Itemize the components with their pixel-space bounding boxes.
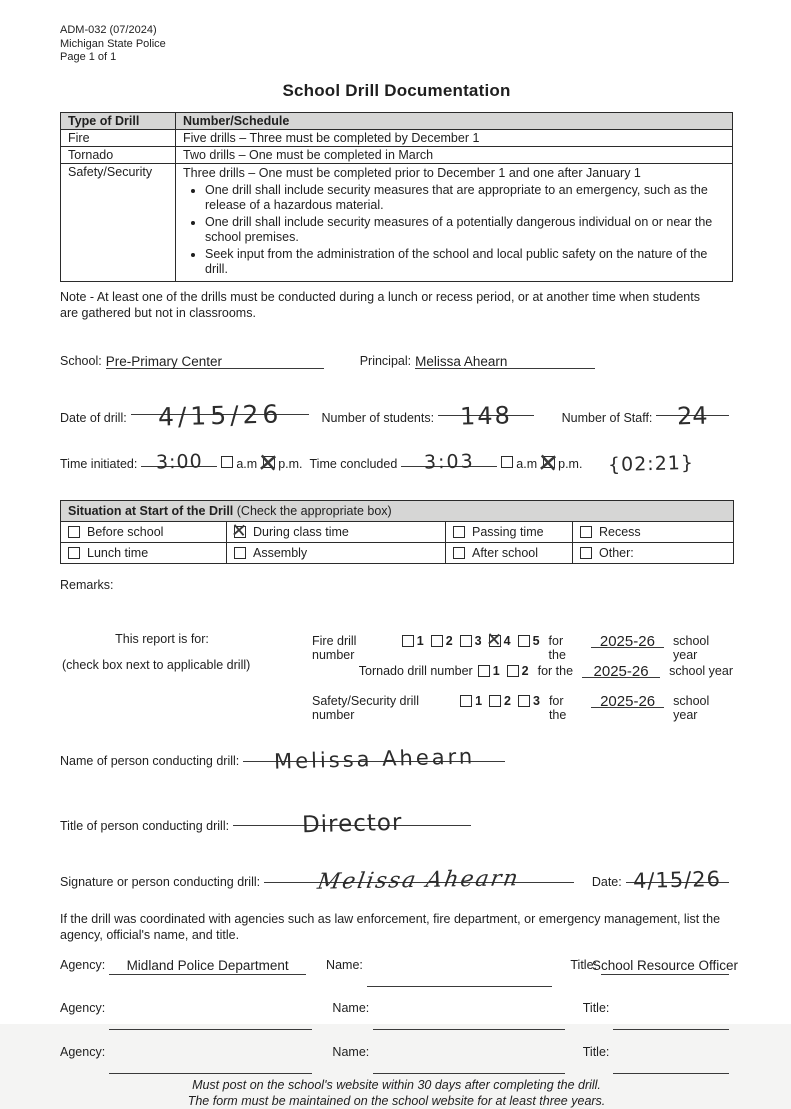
col-header-schedule: Number/Schedule [176, 112, 733, 129]
tornado-drill-1-checkbox[interactable] [478, 665, 490, 677]
date-of-drill-label: Date of drill: [60, 410, 127, 425]
situation-header [61, 500, 734, 521]
agency-label: Agency: [60, 1044, 106, 1059]
agency-label: Agency: [60, 1000, 106, 1015]
box-number: 2 [445, 633, 453, 648]
agency-1-title-field[interactable] [591, 957, 739, 975]
safety-schedule: Three drills – One must be completed prior to December 1 and one after January 1 [183, 165, 641, 180]
time-initiated-field[interactable] [141, 449, 217, 474]
agency-2-title-field[interactable] [613, 1012, 729, 1030]
safety-bullet: • One drill shall include security measures that are appropriate to an emergency, such as the release of a hazardous material. [205, 183, 725, 214]
before-school-checkbox[interactable] [68, 526, 80, 538]
concluded-am-checkbox[interactable] [501, 456, 513, 468]
report-for-line2: (check box next to applicable drill) [62, 657, 251, 672]
concluded-pm-checkbox[interactable] [543, 456, 555, 468]
after-school-checkbox[interactable] [453, 547, 465, 559]
issuing-agency: Michigan State Police [60, 37, 166, 50]
signature-date-value: 4/15/26 [633, 866, 722, 893]
agency-1-title-value: School Resource Officer [591, 957, 739, 973]
time-initiated-label: Time initiated: [60, 456, 138, 471]
signature-label: Signature or person conducting drill: [60, 874, 261, 889]
title-label: Title: [582, 1000, 610, 1015]
situation-header-hint: (Check the appropriate box) [233, 503, 392, 518]
name-label: Name: [326, 957, 363, 972]
fire-drill-3-checkbox[interactable] [460, 635, 472, 647]
box-number: 1 [492, 663, 500, 678]
box-number: 2 [504, 693, 511, 708]
safety-school-year-field[interactable] [591, 692, 664, 708]
safety-drill-3-checkbox[interactable] [518, 695, 530, 707]
school-value: Pre-Primary Center [105, 353, 222, 369]
during-class-label: During class time [253, 524, 349, 539]
form-meta [60, 24, 733, 65]
agency-1-value: Midland Police Department [126, 957, 289, 973]
agency-1-name-field[interactable] [367, 969, 553, 987]
posting-requirement-footer [60, 1077, 733, 1109]
students-field[interactable] [438, 400, 534, 431]
table-header-row [61, 112, 733, 129]
agency-3-field[interactable] [109, 1056, 312, 1074]
conductor-name-label: Name of person conducting drill: [60, 753, 240, 768]
safety-drill-number-boxes [460, 694, 544, 708]
box-number: 1 [416, 633, 424, 648]
box-number: 5 [532, 633, 540, 648]
conductor-title-value: Director [301, 809, 403, 838]
tornado-school-year-value: 2025-26 [593, 662, 649, 680]
conductor-title-line [60, 809, 733, 838]
lunch-time-label: Lunch time [87, 545, 149, 560]
initiated-pm-label: p.m. [278, 456, 303, 471]
col-header-type: Type of Drill [61, 112, 176, 129]
conductor-name-field[interactable] [243, 743, 505, 774]
tornado-drill-number-label: Tornado drill number [358, 663, 473, 678]
time-concluded-value: 3:03 [423, 449, 475, 474]
safety-bullet: • One drill shall include security measures of a potentially dangerous individual on or near the school premises. [205, 215, 725, 246]
drill-number-rows [312, 632, 733, 722]
title-label: Title: [570, 957, 597, 972]
for-the-text: for the [537, 663, 574, 678]
report-for-intro [60, 632, 312, 722]
form-number: ADM-032 (07/2024) [60, 24, 157, 36]
report-for-line1: This report is for: [115, 631, 209, 646]
conductor-title-label: Title of person conducting drill: [60, 818, 230, 833]
staff-field[interactable] [656, 400, 729, 430]
other-checkbox[interactable] [580, 547, 592, 559]
agency-coordination-note: If the drill was coordinated with agencies such as law enforcement, fire department, or emergency management, list the agency, official's name, and title. [60, 911, 721, 942]
during-class-checkbox[interactable] [234, 526, 246, 538]
date-of-drill-field[interactable] [131, 398, 310, 432]
agency-row-3 [60, 1045, 733, 1075]
principal-label: Principal: [359, 353, 412, 368]
situation-header-title: Situation at Start of the Drill [68, 503, 234, 518]
initiated-am-checkbox[interactable] [221, 456, 233, 468]
staff-value: 24 [677, 401, 709, 430]
situation-header-row [61, 500, 734, 521]
remarks-label: Remarks: [60, 577, 114, 592]
fire-drill-number-label: Fire drill number [312, 633, 357, 662]
situation-row [61, 521, 734, 542]
fire-drill-2-checkbox[interactable] [431, 635, 443, 647]
agency-row-1 [60, 957, 739, 987]
signature-field[interactable] [264, 865, 574, 895]
time-line [60, 449, 733, 476]
box-number: 4 [503, 633, 511, 648]
time-concluded-field[interactable] [401, 449, 497, 474]
safety-schedule-cell [176, 163, 733, 281]
initiated-pm-checkbox[interactable] [263, 456, 275, 468]
fire-schedule: Five drills – Three must be completed by December 1 [176, 129, 733, 146]
school-field[interactable] [106, 353, 324, 369]
safety-bullet: • Seek input from the administration of the school and local public safety on the nature of the drill. [205, 247, 725, 278]
fire-school-year-value: 2025-26 [599, 632, 655, 650]
table-row [61, 163, 733, 281]
school-year-suffix: school year [673, 633, 710, 662]
box-number: 3 [474, 633, 482, 648]
duration-annotation: {02:21} [608, 451, 695, 476]
footer-line-2: The form must be maintained on the school website for at least three years. [187, 1093, 606, 1108]
for-the-text: for the [548, 633, 566, 662]
principal-field[interactable] [415, 353, 595, 369]
fire-drill-number-row [312, 632, 733, 662]
safety-school-year-value: 2025-26 [600, 692, 656, 710]
table-row [61, 129, 733, 146]
safety-drill-1-checkbox[interactable] [460, 695, 472, 707]
school-year-suffix: school year [673, 693, 710, 722]
students-label: Number of students: [321, 410, 435, 425]
situation-table [60, 500, 734, 564]
agency-2-field[interactable] [109, 1012, 312, 1030]
safety-drill-number-row [312, 692, 733, 722]
school-principal-line [60, 353, 733, 369]
drill-type-tornado: Tornado [61, 146, 176, 163]
box-number: 3 [533, 693, 540, 708]
fire-school-year-field[interactable] [591, 632, 664, 648]
box-number: 2 [521, 663, 529, 678]
stats-line [60, 398, 733, 432]
box-number: 1 [475, 693, 483, 708]
name-label: Name: [332, 1000, 370, 1015]
time-initiated-value: 3:00 [155, 449, 203, 474]
conductor-title-field[interactable] [233, 809, 471, 838]
tornado-schedule: Two drills – One must be completed in March [176, 146, 733, 163]
principal-value: Melissa Ahearn [415, 353, 508, 369]
signature-date-label: Date: [591, 874, 622, 889]
students-value: 148 [459, 400, 513, 431]
school-year-suffix: school year [669, 663, 733, 678]
agency-3-name-field[interactable] [373, 1056, 565, 1074]
drill-schedule-table [60, 112, 733, 282]
agency-3-title-field[interactable] [613, 1056, 729, 1074]
lunch-time-checkbox[interactable] [68, 547, 80, 559]
agency-label: Agency: [60, 957, 106, 972]
table-row [61, 146, 733, 163]
assembly-checkbox[interactable] [234, 547, 246, 559]
initiated-am-label: a.m [236, 456, 258, 471]
fire-drill-number-boxes [402, 634, 544, 648]
recess-label: Recess [599, 524, 641, 539]
date-of-drill-value: 4/15/26 [157, 398, 283, 432]
name-label: Name: [332, 1044, 370, 1059]
tornado-drill-number-row [312, 662, 733, 692]
lunch-recess-note: Note - At least one of the drills must be conducted during a lunch or recess period, or at another time when students are gathered but not in classrooms. [60, 289, 700, 320]
agency-row-2 [60, 1001, 733, 1031]
for-the-text: for the [548, 693, 567, 722]
fire-drill-4-checkbox[interactable] [489, 635, 501, 647]
recess-checkbox[interactable] [580, 526, 592, 538]
signature-value: Melissa Ahearn [316, 865, 522, 895]
report-for-section [60, 632, 733, 722]
concluded-am-label: a.m [516, 456, 538, 471]
passing-time-label: Passing time [472, 524, 544, 539]
title-label: Title: [582, 1044, 610, 1059]
situation-row [61, 542, 734, 563]
safety-bullet-list [187, 183, 725, 278]
signature-date-field[interactable] [626, 866, 729, 893]
safety-drill-number-label: Safety/Security drill number [312, 693, 419, 722]
drill-type-fire: Fire [61, 129, 176, 146]
passing-time-checkbox[interactable] [453, 526, 465, 538]
tornado-drill-number-boxes [478, 664, 533, 678]
concluded-pm-label: p.m. [558, 456, 583, 471]
school-label: School: [60, 353, 102, 368]
safety-drill-2-checkbox[interactable] [489, 695, 501, 707]
after-school-label: After school [472, 545, 539, 560]
assembly-label: Assembly [253, 545, 308, 560]
other-label: Other: [599, 545, 634, 560]
fire-drill-5-checkbox[interactable] [518, 635, 530, 647]
before-school-label: Before school [87, 524, 164, 539]
conductor-name-line [60, 743, 733, 774]
agency-1-field[interactable] [109, 957, 306, 975]
page-count: Page 1 of 1 [60, 51, 117, 63]
conductor-name-value: Melissa Ahearn [273, 743, 476, 774]
drill-type-safety: Safety/Security [61, 163, 176, 281]
fire-drill-1-checkbox[interactable] [402, 635, 414, 647]
tornado-school-year-field[interactable] [582, 662, 660, 678]
tornado-drill-2-checkbox[interactable] [507, 665, 519, 677]
staff-label: Number of Staff: [561, 410, 653, 425]
signature-line [60, 865, 733, 895]
footer-line-1: Must post on the school's website within 30 days after completing the drill. [192, 1077, 601, 1092]
agency-2-name-field[interactable] [373, 1012, 565, 1030]
page-title: School Drill Documentation [282, 80, 511, 100]
time-concluded-label: Time concluded [309, 456, 398, 471]
